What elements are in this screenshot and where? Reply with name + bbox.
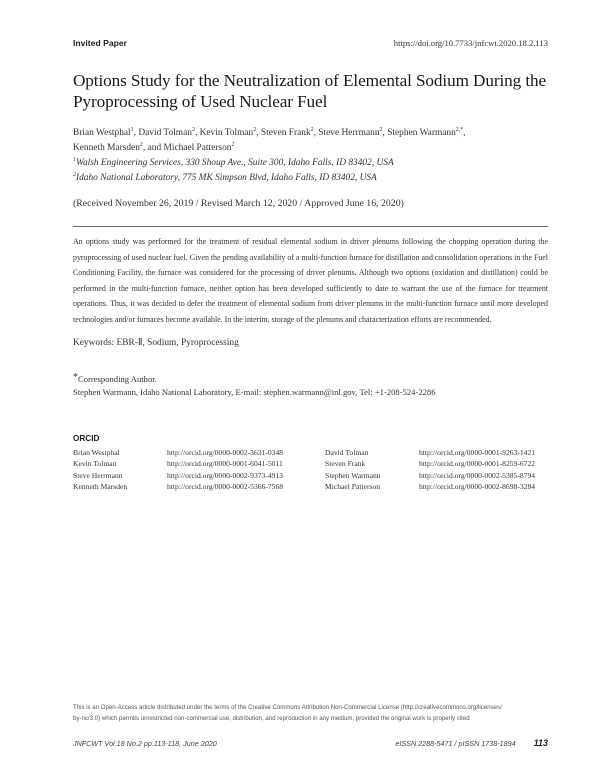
orcid-link[interactable]: http://orcid.org/0000-0002-9373-4913 [167, 470, 284, 480]
author-name: David Tolman [138, 128, 192, 138]
issn: eISSN 2288-5471 / pISSN 1738-1894 [395, 739, 516, 748]
abstract: An options study was performed for the treatment of residual elemental sodium in driver plenums following the chopping operation during the pyroprocessing of used nuclear fuel. Given the pending availability of a multi-function furnace for distillation and consolidation operations in the Fuel Conditioning Facility, the furnace was considered for the processing of driver plenums. Although two options (oxidation and distillation) could be performed in the multi-function furnace, neither option has been developed sufficiently to date to warrant the use of the furnace for treatment operations. Thus, it was decided to defer the treatment of elemental sodium from driver plenums in the multi-function furnace until more developed technologies and/or furnaces become available. In the interim, storage of the plenums and characterization efforts are recommended. [73, 237, 548, 324]
author-name: Michael Patterson [163, 143, 232, 153]
orcid-author: Michael Patterson [325, 482, 381, 492]
article-type-label: Invited Paper [73, 38, 127, 48]
author-block [73, 126, 548, 186]
corresponding-label: Corresponding Author. [78, 374, 157, 384]
author-affiliation-mark: 2 [139, 141, 143, 148]
author-line-1: Brian Westphal$^1$, David Tolman$^2$, Kevin Tolman$^2$, Steven Frank$^2$, Steve Herrmann$^2$, Stephen Warmann$^{2,*}$, [73, 126, 466, 138]
orcid-link[interactable]: http://orcid.org/0000-0002-8698-3284 [419, 482, 536, 492]
orcid-author: Steven Frank [325, 459, 366, 469]
orcid-link[interactable]: http://orcid.org/0000-0001-6041-5011 [167, 459, 283, 469]
orcid-author: David Tolman [325, 448, 369, 457]
title-line-1: Options Study for the Neutralization of Elemental Sodium During the [73, 71, 547, 90]
section-divider [73, 226, 548, 227]
orcid-author: Steve Herrmann [73, 470, 123, 480]
author-affiliation-mark: 2,* [455, 126, 464, 133]
asterisk-mark: * [73, 372, 78, 383]
orcid-link[interactable]: http://orcid.org/0000-0001-8259-6722 [419, 459, 536, 469]
author-name: Steve Herrmann [318, 128, 380, 138]
title-line-2: Pyroprocessing of Used Nuclear Fuel [73, 92, 328, 111]
page-footer [73, 738, 548, 748]
affiliation-1: $^1$Walsh Engineering Services, 330 Shoup Ave., Suite 300, Idaho Falls, ID 83402, USA [73, 156, 394, 168]
orcid-link[interactable]: http://orcid.org/0000-0002-5385-8794 [419, 470, 536, 480]
page-number: 113 [533, 738, 548, 748]
paper-title [73, 70, 548, 112]
orcid-link[interactable]: http://orcid.org/0000-0001-9263-1421 [419, 448, 536, 457]
orcid-row [73, 447, 548, 458]
orcid-row [73, 470, 548, 481]
orcid-table [73, 447, 548, 493]
author-affiliation-mark: 2 [310, 126, 314, 133]
author-name: Steven Frank [260, 128, 311, 138]
author-name: Kenneth Marsden [73, 143, 140, 153]
author-name: Stephen Warmann [387, 128, 456, 138]
orcid-author: Kevin Tolman [73, 459, 117, 469]
author-name: Kevin Tolman [199, 128, 254, 138]
orcid-link[interactable]: http://orcid.org/0000-0002-5366-7568 [167, 482, 284, 492]
running-header [73, 38, 548, 52]
orcid-row [73, 481, 548, 492]
author-affiliation-mark: 2 [191, 126, 195, 133]
author-affiliation-mark: 2 [379, 126, 383, 133]
journal-citation: JNFCWT Vol.18 No.2 pp.113-118, June 2020 [73, 739, 217, 748]
orcid-author: Kenneth Marsden [73, 482, 128, 492]
orcid-heading: ORCID [73, 434, 100, 443]
doi-link[interactable]: https://doi.org/10.7733/jnfcwt.2020.18.2.113 [393, 38, 548, 48]
corresponding-author [73, 373, 548, 399]
keywords: Keywords: EBR-Ⅱ, Sodium, Pyroprocessing [73, 338, 239, 348]
affiliation-2: $^2$Idaho National Laboratory, 775 MK Simpson Blvd, Idaho Falls, ID 83402, USA [73, 171, 377, 183]
orcid-author: Stephen Warmann [325, 470, 381, 480]
author-affiliation-mark: 1 [130, 126, 134, 133]
author-affiliation-mark: 2 [231, 141, 235, 148]
author-line-2: Kenneth Marsden$^2$, and Michael Patterson$^2$ [73, 141, 235, 153]
received-dates: (Received November 26, 2019 / Revised March 12, 2020 / Approved June 16, 2020) [73, 198, 404, 209]
corresponding-contact: Stephen Warmann, Idaho National Laboratory, E-mail: stephen.warmann@inl.gov, Tel: +1-208-524-2286 [73, 387, 436, 397]
orcid-row [73, 458, 548, 469]
author-name: Brian Westphal [73, 128, 131, 138]
orcid-author: Brian Westphal [73, 448, 120, 457]
orcid-link[interactable]: http://orcid.org/0000-0002-3631-0348 [167, 448, 284, 457]
license-notice: This is an Open-Access article distributed under the terms of the Creative Commons Attribution Non-Commercial License (http://creativecommons.org/licenses/ by-nc/3.0) which permits unrestricted non-commercial use, distribution, and reproduction in any medium, provided the original work is properly cited [73, 704, 502, 722]
author-affiliation-mark: 2 [253, 126, 257, 133]
